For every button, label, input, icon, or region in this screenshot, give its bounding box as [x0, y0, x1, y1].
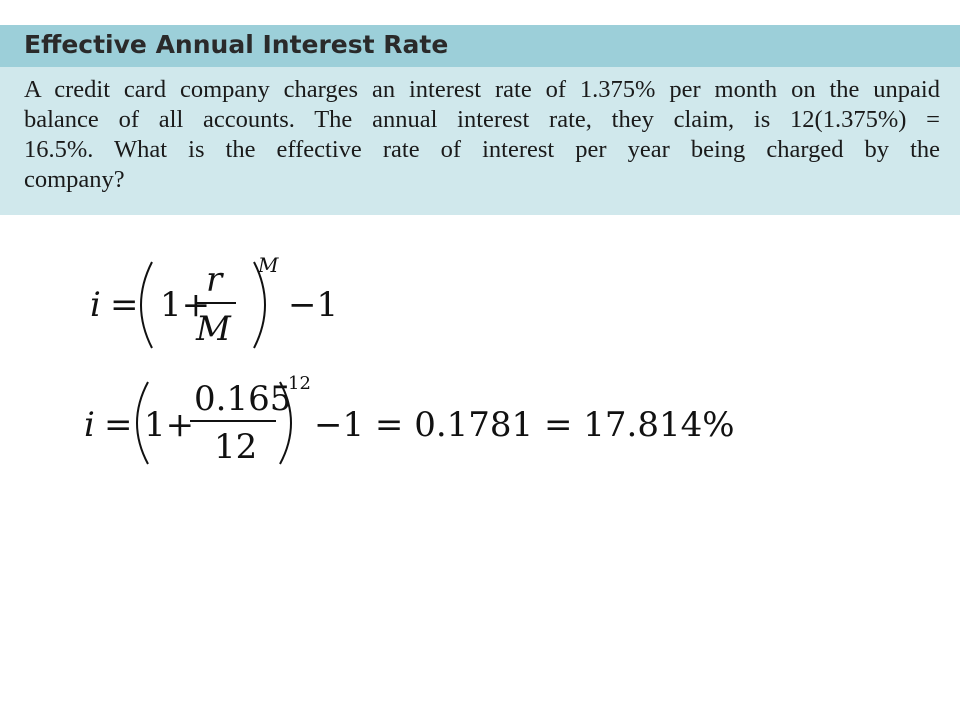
formula-tail: −1 [288, 285, 339, 325]
calc-one-plus: 1+ [144, 405, 195, 445]
calc-lhs: i [84, 405, 95, 445]
problem-line-4: company? [24, 166, 125, 193]
calc-numerator: 0.165 [194, 379, 292, 419]
formula-exponent: M [258, 253, 279, 277]
formula-numerator: r [206, 260, 223, 300]
calc-exponent: 12 [288, 373, 311, 394]
calc-tail: −1 = 0.1781 = 17.814% [314, 405, 735, 445]
page-title: Effective Annual Interest Rate [24, 30, 449, 59]
problem-line-1: A credit card company charges an interest rate of 1.375% per month on the unpaid [24, 76, 940, 103]
formula-one-plus: 1+ [160, 285, 211, 325]
formula-denominator: M [196, 309, 231, 349]
problem-line-3: 16.5%. What is the effective rate of interest per year being charged by the [24, 136, 940, 163]
problem-line-2: balance of all accounts. The annual interest rate, they claim, is 12(1.375%) = [24, 106, 940, 133]
calc-equals: = [104, 405, 133, 445]
formula-equals: = [110, 285, 139, 325]
calc-denominator: 12 [214, 427, 258, 467]
formula-lhs: i [90, 285, 101, 325]
